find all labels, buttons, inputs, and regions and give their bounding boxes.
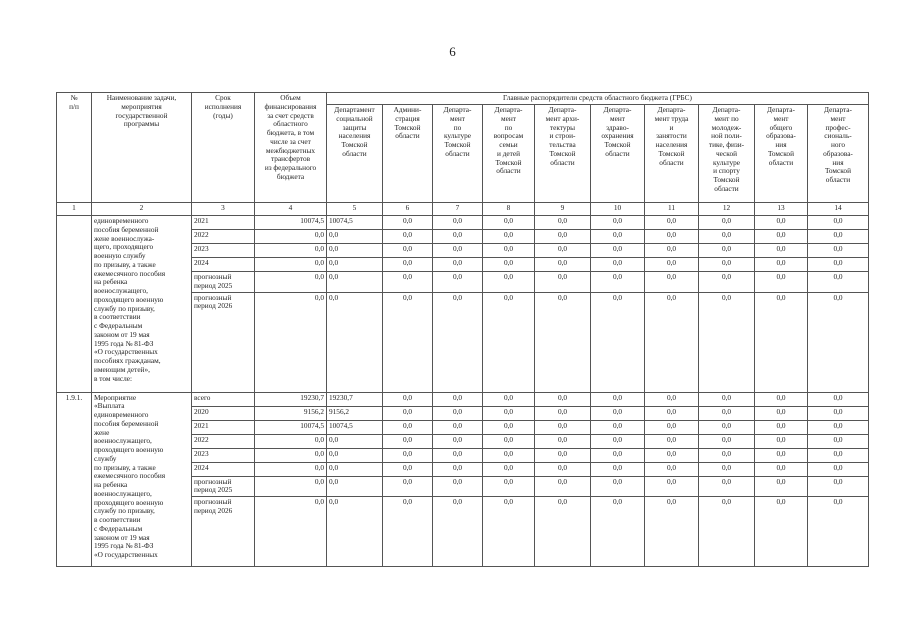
value-cell: 0,0 bbox=[327, 448, 383, 462]
value-cell: 0,0 bbox=[645, 406, 699, 420]
value-cell: 0,0 bbox=[535, 292, 591, 392]
value-cell: 0,0 bbox=[808, 462, 869, 476]
value-cell: 0,0 bbox=[755, 448, 808, 462]
value-cell: 0,0 bbox=[808, 392, 869, 406]
value-cell: 0,0 bbox=[699, 216, 755, 230]
value-cell: 10074,5 bbox=[327, 216, 383, 230]
value-cell: 0,0 bbox=[755, 497, 808, 567]
value-cell: 0,0 bbox=[383, 292, 433, 392]
value-cell: 0,0 bbox=[433, 476, 483, 497]
value-cell: 0,0 bbox=[383, 462, 433, 476]
value-cell: 0,0 bbox=[808, 230, 869, 244]
value-cell: 0,0 bbox=[591, 216, 645, 230]
value-cell: 0,0 bbox=[699, 406, 755, 420]
total-cell: 0,0 bbox=[255, 272, 327, 293]
value-cell: 0,0 bbox=[591, 448, 645, 462]
column-number: 10 bbox=[591, 203, 645, 216]
value-cell: 0,0 bbox=[383, 476, 433, 497]
budget-table bbox=[56, 92, 869, 567]
value-cell: 0,0 bbox=[591, 476, 645, 497]
value-cell: 0,0 bbox=[433, 434, 483, 448]
total-cell: 0,0 bbox=[255, 476, 327, 497]
value-cell: 0,0 bbox=[645, 216, 699, 230]
value-cell: 0,0 bbox=[645, 497, 699, 567]
value-cell: 0,0 bbox=[591, 292, 645, 392]
value-cell: 0,0 bbox=[327, 244, 383, 258]
value-cell: 0,0 bbox=[327, 476, 383, 497]
value-cell: 0,0 bbox=[535, 216, 591, 230]
value-cell: 0,0 bbox=[699, 462, 755, 476]
header-volume: Объем финансирования за счет средств областного бюджета, в том числе за счет межбюджетных трансфертов из федерального бюджета bbox=[255, 93, 327, 203]
value-cell: 0,0 bbox=[645, 258, 699, 272]
value-cell: 0,0 bbox=[483, 462, 535, 476]
value-cell: 0,0 bbox=[699, 258, 755, 272]
value-cell: 0,0 bbox=[383, 244, 433, 258]
column-number: 5 bbox=[327, 203, 383, 216]
value-cell: 0,0 bbox=[327, 230, 383, 244]
value-cell: 0,0 bbox=[483, 434, 535, 448]
value-cell: 0,0 bbox=[383, 448, 433, 462]
header-department: Департамент социальной защиты населения Томской области bbox=[327, 105, 383, 203]
value-cell: 0,0 bbox=[483, 476, 535, 497]
total-cell: 0,0 bbox=[255, 462, 327, 476]
value-cell: 0,0 bbox=[433, 406, 483, 420]
value-cell: 0,0 bbox=[591, 406, 645, 420]
value-cell: 0,0 bbox=[591, 497, 645, 567]
value-cell: 0,0 bbox=[645, 230, 699, 244]
header-department: Админи- страция Томской области bbox=[383, 105, 433, 203]
value-cell: 0,0 bbox=[591, 272, 645, 293]
total-cell: 0,0 bbox=[255, 497, 327, 567]
value-cell: 0,0 bbox=[591, 434, 645, 448]
value-cell: 0,0 bbox=[327, 292, 383, 392]
value-cell: 0,0 bbox=[755, 230, 808, 244]
value-cell: 0,0 bbox=[433, 292, 483, 392]
column-number: 4 bbox=[255, 203, 327, 216]
value-cell: 0,0 bbox=[699, 420, 755, 434]
value-cell: 0,0 bbox=[808, 292, 869, 392]
header-department: Департа- мент по вопросам семьи и детей Томской области bbox=[483, 105, 535, 203]
value-cell: 0,0 bbox=[699, 244, 755, 258]
value-cell: 0,0 bbox=[755, 406, 808, 420]
value-cell: 9156,2 bbox=[327, 406, 383, 420]
value-cell: 0,0 bbox=[535, 258, 591, 272]
value-cell: 0,0 bbox=[535, 272, 591, 293]
total-cell: 0,0 bbox=[255, 258, 327, 272]
value-cell: 0,0 bbox=[755, 244, 808, 258]
value-cell: 0,0 bbox=[327, 497, 383, 567]
header-department: Департа- мент труда и занятости населения Томской области bbox=[645, 105, 699, 203]
value-cell: 0,0 bbox=[645, 292, 699, 392]
period-cell: прогнозный период 2026 bbox=[192, 497, 255, 567]
value-cell: 0,0 bbox=[755, 216, 808, 230]
value-cell: 0,0 bbox=[433, 462, 483, 476]
value-cell: 0,0 bbox=[808, 272, 869, 293]
value-cell: 0,0 bbox=[383, 258, 433, 272]
item-number: 1.9.1. bbox=[57, 392, 92, 567]
period-cell: 2021 bbox=[192, 420, 255, 434]
header-department: Департа- мент по культуре Томской области bbox=[433, 105, 483, 203]
value-cell: 0,0 bbox=[433, 244, 483, 258]
value-cell: 0,0 bbox=[433, 448, 483, 462]
total-cell: 10074,5 bbox=[255, 216, 327, 230]
column-number: 3 bbox=[192, 203, 255, 216]
value-cell: 19230,7 bbox=[327, 392, 383, 406]
period-cell: 2023 bbox=[192, 244, 255, 258]
value-cell: 0,0 bbox=[645, 448, 699, 462]
value-cell: 0,0 bbox=[383, 230, 433, 244]
value-cell: 0,0 bbox=[483, 272, 535, 293]
table-row bbox=[57, 216, 869, 230]
value-cell: 0,0 bbox=[327, 258, 383, 272]
value-cell: 0,0 bbox=[808, 497, 869, 567]
total-cell: 10074,5 bbox=[255, 420, 327, 434]
value-cell: 0,0 bbox=[535, 392, 591, 406]
total-cell: 0,0 bbox=[255, 230, 327, 244]
value-cell: 10074,5 bbox=[327, 420, 383, 434]
column-number: 1 bbox=[57, 203, 92, 216]
value-cell: 0,0 bbox=[808, 406, 869, 420]
value-cell: 0,0 bbox=[645, 420, 699, 434]
value-cell: 0,0 bbox=[483, 406, 535, 420]
value-cell: 0,0 bbox=[591, 462, 645, 476]
header-department: Департа- мент здраво- охранения Томской области bbox=[591, 105, 645, 203]
item-name: Мероприятие «Выплата единовременного пособия беременной жене военнослужащего, проходящего военную службу по призыву, а также ежемесячного пособия на ребенка военнослужащего, проходящего военную службу по призыву, в соответствии с Федеральным законом от 19 мая 1995 года № 81-ФЗ «О государственных bbox=[92, 392, 192, 567]
value-cell: 0,0 bbox=[433, 272, 483, 293]
value-cell: 0,0 bbox=[699, 272, 755, 293]
value-cell: 0,0 bbox=[327, 434, 383, 448]
header-name: Наименование задачи, мероприятия государственной программы bbox=[92, 93, 192, 203]
value-cell: 0,0 bbox=[383, 420, 433, 434]
value-cell: 0,0 bbox=[808, 258, 869, 272]
value-cell: 0,0 bbox=[699, 292, 755, 392]
table-row bbox=[57, 392, 869, 406]
value-cell: 0,0 bbox=[591, 392, 645, 406]
value-cell: 0,0 bbox=[327, 462, 383, 476]
value-cell: 0,0 bbox=[327, 272, 383, 293]
value-cell: 0,0 bbox=[699, 434, 755, 448]
period-cell: 2024 bbox=[192, 258, 255, 272]
header-department: Департа- мент общего образова- ния Томской области bbox=[755, 105, 808, 203]
value-cell: 0,0 bbox=[699, 448, 755, 462]
period-cell: прогнозный период 2026 bbox=[192, 292, 255, 392]
value-cell: 0,0 bbox=[535, 230, 591, 244]
value-cell: 0,0 bbox=[383, 497, 433, 567]
total-cell: 0,0 bbox=[255, 292, 327, 392]
column-number: 11 bbox=[645, 203, 699, 216]
value-cell: 0,0 bbox=[699, 476, 755, 497]
value-cell: 0,0 bbox=[535, 244, 591, 258]
value-cell: 0,0 bbox=[645, 462, 699, 476]
value-cell: 0,0 bbox=[699, 392, 755, 406]
column-number: 2 bbox=[92, 203, 192, 216]
value-cell: 0,0 bbox=[645, 272, 699, 293]
value-cell: 0,0 bbox=[483, 448, 535, 462]
column-number: 7 bbox=[433, 203, 483, 216]
value-cell: 0,0 bbox=[645, 434, 699, 448]
period-cell: всего bbox=[192, 392, 255, 406]
value-cell: 0,0 bbox=[808, 434, 869, 448]
value-cell: 0,0 bbox=[483, 244, 535, 258]
value-cell: 0,0 bbox=[483, 230, 535, 244]
value-cell: 0,0 bbox=[808, 420, 869, 434]
value-cell: 0,0 bbox=[433, 230, 483, 244]
period-cell: 2022 bbox=[192, 230, 255, 244]
value-cell: 0,0 bbox=[483, 292, 535, 392]
value-cell: 0,0 bbox=[808, 476, 869, 497]
column-number: 12 bbox=[699, 203, 755, 216]
value-cell: 0,0 bbox=[383, 272, 433, 293]
value-cell: 0,0 bbox=[383, 434, 433, 448]
header-grbs-group: Главные распорядители средств областного бюджета (ГРБС) bbox=[327, 93, 869, 105]
header-department: Департа- мент архи- тектуры и строи- тельства Томской области bbox=[535, 105, 591, 203]
value-cell: 0,0 bbox=[535, 462, 591, 476]
value-cell: 0,0 bbox=[645, 392, 699, 406]
value-cell: 0,0 bbox=[808, 216, 869, 230]
value-cell: 0,0 bbox=[535, 420, 591, 434]
header-department: Департа- мент профес- сиональ- ного образова- ния Томской области bbox=[808, 105, 869, 203]
value-cell: 0,0 bbox=[755, 292, 808, 392]
header-period: Срок исполнения (годы) bbox=[192, 93, 255, 203]
value-cell: 0,0 bbox=[483, 216, 535, 230]
value-cell: 0,0 bbox=[535, 434, 591, 448]
period-cell: прогнозный период 2025 bbox=[192, 476, 255, 497]
column-number: 13 bbox=[755, 203, 808, 216]
column-number: 8 bbox=[483, 203, 535, 216]
item-name: единовременного пособия беременной жене военнослужа- щего, проходящего военную службу по призыву, а также ежемесячного пособия на ребенка военослужащего, проходящего военную службу по призыву, в соответствии с Федеральным законом от 19 мая 1995 года № 81-ФЗ «О государственных пособиях гражданам, имеющим детей», в том числе: bbox=[92, 216, 192, 393]
value-cell: 0,0 bbox=[808, 448, 869, 462]
total-cell: 0,0 bbox=[255, 434, 327, 448]
value-cell: 0,0 bbox=[808, 244, 869, 258]
value-cell: 0,0 bbox=[699, 497, 755, 567]
value-cell: 0,0 bbox=[645, 244, 699, 258]
value-cell: 0,0 bbox=[383, 216, 433, 230]
period-cell: 2023 bbox=[192, 448, 255, 462]
total-cell: 0,0 bbox=[255, 448, 327, 462]
value-cell: 0,0 bbox=[591, 244, 645, 258]
period-cell: прогнозный период 2025 bbox=[192, 272, 255, 293]
item-number bbox=[57, 216, 92, 393]
value-cell: 0,0 bbox=[483, 497, 535, 567]
column-number: 6 bbox=[383, 203, 433, 216]
value-cell: 0,0 bbox=[483, 392, 535, 406]
period-cell: 2022 bbox=[192, 434, 255, 448]
value-cell: 0,0 bbox=[433, 216, 483, 230]
column-number-row bbox=[57, 203, 869, 216]
total-cell: 9156,2 bbox=[255, 406, 327, 420]
value-cell: 0,0 bbox=[433, 497, 483, 567]
header-no: № п/п bbox=[57, 93, 92, 203]
value-cell: 0,0 bbox=[755, 420, 808, 434]
value-cell: 0,0 bbox=[755, 392, 808, 406]
value-cell: 0,0 bbox=[645, 476, 699, 497]
value-cell: 0,0 bbox=[535, 497, 591, 567]
value-cell: 0,0 bbox=[383, 406, 433, 420]
header-row-top bbox=[57, 93, 869, 105]
value-cell: 0,0 bbox=[433, 392, 483, 406]
value-cell: 0,0 bbox=[535, 476, 591, 497]
value-cell: 0,0 bbox=[591, 230, 645, 244]
value-cell: 0,0 bbox=[433, 258, 483, 272]
total-cell: 0,0 bbox=[255, 244, 327, 258]
value-cell: 0,0 bbox=[755, 476, 808, 497]
value-cell: 0,0 bbox=[483, 420, 535, 434]
total-cell: 19230,7 bbox=[255, 392, 327, 406]
header-department: Департа- мент по молодеж- ной поли- тике, физи- ческой культуре и спорту Томской области bbox=[699, 105, 755, 203]
value-cell: 0,0 bbox=[755, 272, 808, 293]
period-cell: 2024 bbox=[192, 462, 255, 476]
page-number: 6 bbox=[449, 44, 456, 59]
period-cell: 2020 bbox=[192, 406, 255, 420]
value-cell: 0,0 bbox=[433, 420, 483, 434]
column-number: 9 bbox=[535, 203, 591, 216]
value-cell: 0,0 bbox=[755, 258, 808, 272]
value-cell: 0,0 bbox=[535, 406, 591, 420]
value-cell: 0,0 bbox=[535, 448, 591, 462]
value-cell: 0,0 bbox=[755, 434, 808, 448]
value-cell: 0,0 bbox=[699, 230, 755, 244]
value-cell: 0,0 bbox=[483, 258, 535, 272]
column-number: 14 bbox=[808, 203, 869, 216]
value-cell: 0,0 bbox=[591, 420, 645, 434]
value-cell: 0,0 bbox=[383, 392, 433, 406]
period-cell: 2021 bbox=[192, 216, 255, 230]
value-cell: 0,0 bbox=[591, 258, 645, 272]
value-cell: 0,0 bbox=[755, 462, 808, 476]
